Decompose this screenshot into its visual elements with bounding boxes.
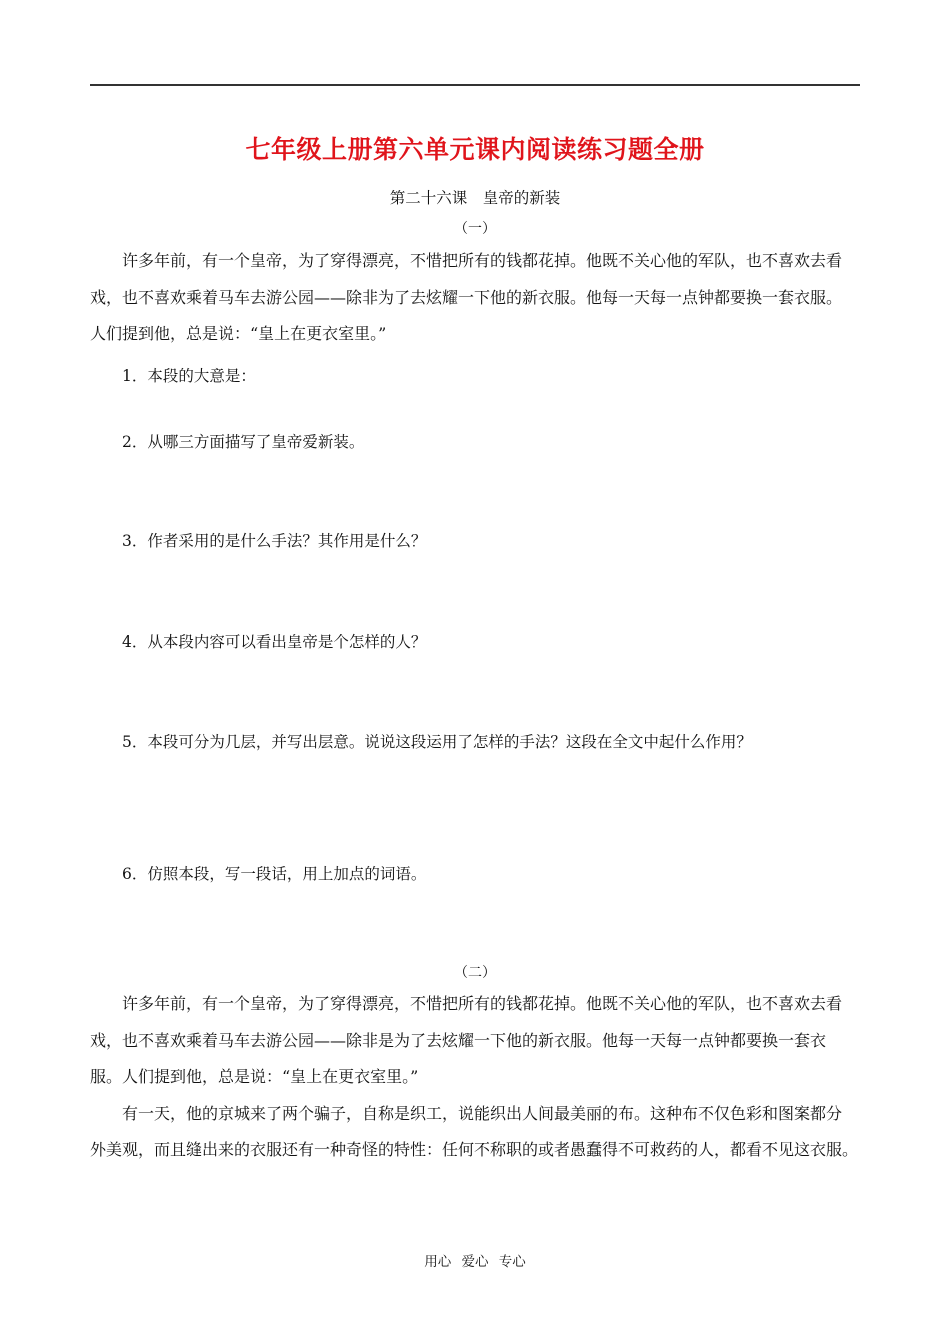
page-footer: 用心 爱心 专心 (424, 1254, 526, 1270)
passage-2-line-4: 有一天，他的京城来了两个骗子，自称是织工，说能织出人间最美丽的布。这种布不仅色彩和图案都分 (122, 1103, 843, 1123)
passage-1-line-1: 许多年前，有一个皇帝，为了穿得漂亮，不惜把所有的钱都花掉。他既不关心他的军队，也不喜欢去看 (122, 251, 843, 270)
question-2: 2．从哪三方面描写了皇帝爱新装。 (122, 433, 365, 451)
question-3: 3．作者采用的是什么手法？其作用是什么？ (122, 532, 427, 550)
passage-1 (90, 243, 862, 353)
question-1: 1．本段的大意是： (122, 367, 256, 385)
page-title: 七年级上册第六单元课内阅读练习题全册 (245, 135, 705, 164)
section-label-1: （一） (454, 221, 496, 237)
passage-2-line-2: 戏，也不喜欢乘着马车去游公园——除非是为了去炫耀一下他的新衣服。他每一天每一点钟都要换一套衣 (90, 1030, 827, 1050)
passage-1-line-3: 人们提到他，总是说：“皇上在更衣室里。” (90, 324, 387, 343)
section-label-2: （二） (454, 965, 496, 981)
question-5: 5．本段可分为几层，并写出层意。说说这段运用了怎样的手法？这段在全文中起什么作用？ (122, 733, 752, 751)
question-4: 4．从本段内容可以看出皇帝是个怎样的人？ (122, 633, 427, 651)
passage-2 (90, 986, 862, 1169)
passage-2-line-5: 外美观，而且缝出来的衣服还有一种奇怪的特性：任何不称职的或者愚蠢得不可救药的人，都看不见这衣服。 (90, 1140, 859, 1159)
header-rule (90, 84, 860, 86)
passage-1-line-2: 戏，也不喜欢乘着马车去游公园——除非为了去炫耀一下他的新衣服。他每一天每一点钟都要换一套衣服。 (90, 287, 843, 307)
passage-2-line-3: 服。人们提到他，总是说：“皇上在更衣室里。” (90, 1067, 419, 1086)
lesson-title: 第二十六课 皇帝的新装 (389, 189, 561, 207)
passage-2-line-1: 许多年前，有一个皇帝，为了穿得漂亮，不惜把所有的钱都花掉。他既不关心他的军队，也不喜欢去看 (122, 994, 843, 1013)
question-6: 6．仿照本段，写一段话，用上加点的词语。 (122, 865, 427, 883)
